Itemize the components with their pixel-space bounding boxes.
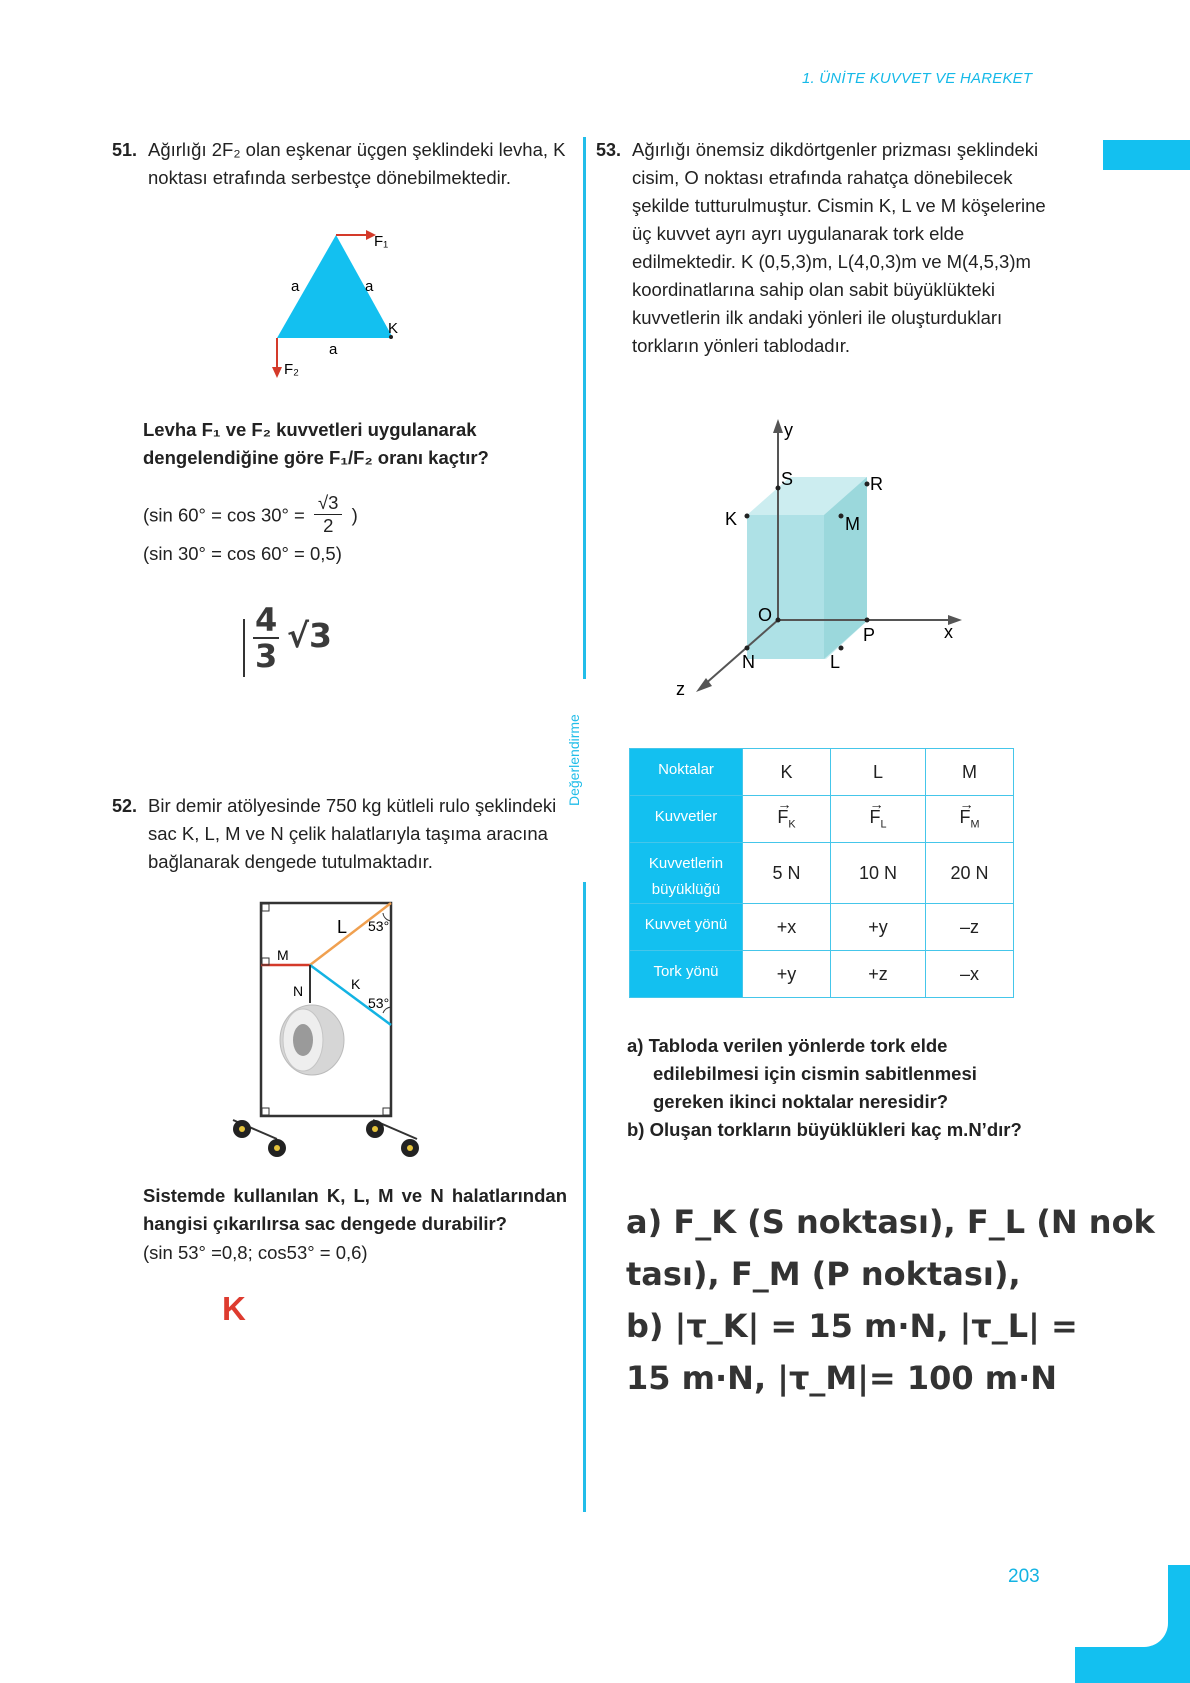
force-l: → $F_L$ (869, 807, 886, 831)
label-k: K (351, 976, 361, 992)
q52-cart-diagram (225, 895, 425, 1160)
answer-numerator: 4 (255, 601, 278, 639)
table-row (630, 904, 1014, 951)
table-cell: +y (743, 951, 831, 998)
right-angle-tl (262, 904, 269, 911)
table-row (630, 951, 1014, 998)
wheel-3-hub (372, 1126, 378, 1132)
q53-number: 53. (596, 140, 622, 160)
label-n: N (293, 983, 304, 999)
label-side-bottom: a (329, 341, 338, 358)
sin1-close: ) (351, 504, 358, 526)
label-f1: F₁ (374, 233, 389, 250)
label-z: z (676, 679, 685, 699)
q53-prism-diagram (670, 415, 970, 705)
page-tab-marker (1103, 140, 1190, 170)
wheel-2-hub (274, 1145, 280, 1151)
sin1-prefix: (sin 60° = cos 30° = (143, 504, 305, 526)
table-row-header: Noktalar (630, 749, 743, 796)
wheel-4-hub (407, 1145, 413, 1151)
sin1-fraction (314, 492, 342, 537)
rope-l (310, 903, 391, 965)
q53-subquestions (627, 1032, 1027, 1144)
label-n: N (742, 652, 755, 672)
side-label: Değerlendirme (566, 714, 582, 806)
answer-line-1: a) F_K (S noktası), F_L (N nok (626, 1203, 1155, 1241)
q51-text: Ağırlığı 2F₂ olan eşkenar üçgen şeklindeki levha, K noktası etrafında serbestçe dönebilmektedir. (148, 139, 566, 188)
table-cell: +z (831, 951, 926, 998)
table-cell: +x (743, 904, 831, 951)
table-cell (743, 796, 831, 843)
point-o (776, 618, 781, 623)
label-m: M (845, 514, 860, 534)
label-r: R (870, 474, 883, 494)
label-f2: F₂ (284, 361, 299, 378)
label-side-right: a (365, 278, 374, 295)
table-cell: 20 N (926, 843, 1014, 904)
point-s (776, 486, 781, 491)
right-angle-br (383, 1108, 390, 1115)
point-p (865, 618, 870, 623)
q53-text: Ağırlığı önemsiz dikdörtgenler prizması şeklindeki cisim, O noktası etrafında rahatça dönebilecek şekilde tutturulmuştur. Cismin K, L ve M köşelerine üç kuvvet ayrı ayrı uygulanarak tork elde edilmektedir. K (0,5,3)m, L(4,0,3)m ve M(4,5,3)m koordinatlarına sahip olan sabit büyüklükteki kuvvetlerin ilk andaki yönleri ile oluşturdukları torkların yönleri tablodadır. (632, 139, 1046, 356)
q51-sin-hint-2: (sin 30° = cos 60° = 0,5) (143, 543, 342, 564)
label-l: L (830, 652, 841, 672)
q51-triangle-diagram (260, 220, 420, 390)
table-cell: K (743, 749, 831, 796)
q53-table (629, 748, 1014, 998)
y-arrowhead (773, 419, 783, 433)
table-cell: 5 N (743, 843, 831, 904)
answer-line-3: b) |τ_K| = 15 m·N, |τ_L| = (626, 1307, 1078, 1345)
table-row-header: Kuvvet yönü (630, 904, 743, 951)
label-x: x (944, 622, 953, 642)
answer-fraction (253, 603, 279, 673)
table-cell: L (831, 749, 926, 796)
label-angle2: 53° (368, 995, 390, 1011)
answer-line-2: tası), F_M (P noktası), (626, 1255, 1021, 1293)
q51-question: Levha F₁ ve F₂ kuvvetleri uygulanarak dengelendiğine göre F₁/F₂ oranı kaçtır? (143, 419, 489, 468)
label-angle1: 53° (368, 918, 390, 934)
point-n (745, 646, 750, 651)
table-cell: –z (926, 904, 1014, 951)
label-m: M (277, 947, 289, 963)
label-s: S (781, 469, 794, 489)
q53-part-b: b) Oluşan torkların büyüklükleri kaç m.N’dır? (627, 1119, 1022, 1140)
table-row (630, 843, 1014, 904)
point-k (745, 514, 750, 519)
wheel-1-hub (239, 1126, 245, 1132)
point-l (839, 646, 844, 651)
q51-sin-hint-1 (143, 494, 358, 539)
table-cell: –x (926, 951, 1014, 998)
q53-part-a: a) Tabloda verilen yönlerde tork elde edilebilmesi için cismin sabitlenmesi gereken ikinci noktalar neresidir? (627, 1035, 977, 1112)
point-m (839, 514, 844, 519)
table-row (630, 749, 1014, 796)
label-l: L (337, 917, 348, 937)
sheet-roll-hole (293, 1024, 313, 1056)
label-k: K (388, 320, 399, 337)
chapter-header: 1. ÜNİTE KUVVET VE HAREKET (802, 70, 1033, 87)
label-side-left: a (291, 278, 300, 295)
q52-sin-hint: (sin 53° =0,8; cos53° = 0,6) (143, 1242, 368, 1263)
f2-arrowhead (272, 367, 282, 378)
table-cell: +y (831, 904, 926, 951)
answer-bar (243, 619, 245, 677)
answer-root: √3 (287, 616, 332, 655)
page-number: 203 (1008, 1566, 1040, 1587)
label-o: O (758, 605, 773, 625)
table-row-header: Kuvvetlerin büyüklüğü (630, 843, 743, 904)
sin1-denominator: 2 (323, 515, 334, 536)
q53-answer (626, 1196, 1155, 1404)
sin1-numerator: √3 (314, 492, 342, 515)
table-cell (926, 796, 1014, 843)
label-k: K (725, 509, 738, 529)
right-angle-bl (262, 1108, 269, 1115)
table-cell (831, 796, 926, 843)
force-k: → $F_K$ (777, 807, 795, 831)
column-divider-top (583, 137, 586, 679)
answer-denominator: 3 (255, 637, 278, 675)
point-r (865, 482, 870, 487)
table-row (630, 796, 1014, 843)
answer-line-4: 15 m·N, |τ_M|= 100 m·N (626, 1359, 1058, 1397)
q52-answer: K (222, 1290, 246, 1327)
table-cell: 10 N (831, 843, 926, 904)
table-cell: M (926, 749, 1014, 796)
table-row-header: Kuvvetler (630, 796, 743, 843)
q52-number: 52. (112, 796, 138, 816)
q52-question: Sistemde kullanılan K, L, M ve N halatlarından hangisi çıkarılırsa sac dengede durabilir? (143, 1185, 567, 1234)
label-p: P (863, 625, 876, 645)
label-y: y (784, 420, 793, 440)
table-row-header: Tork yönü (630, 951, 743, 998)
q51-number: 51. (112, 140, 138, 160)
column-divider-bottom (583, 882, 586, 1512)
force-m: → $F_M$ (960, 807, 980, 831)
q52-text: Bir demir atölyesinde 750 kg kütleli rulo şeklindeki sac K, L, M ve N çelik halatlarıyla taşıma aracına bağlanarak dengede tutulmaktadır. (148, 795, 557, 872)
page-corner-mask (1050, 1548, 1168, 1647)
